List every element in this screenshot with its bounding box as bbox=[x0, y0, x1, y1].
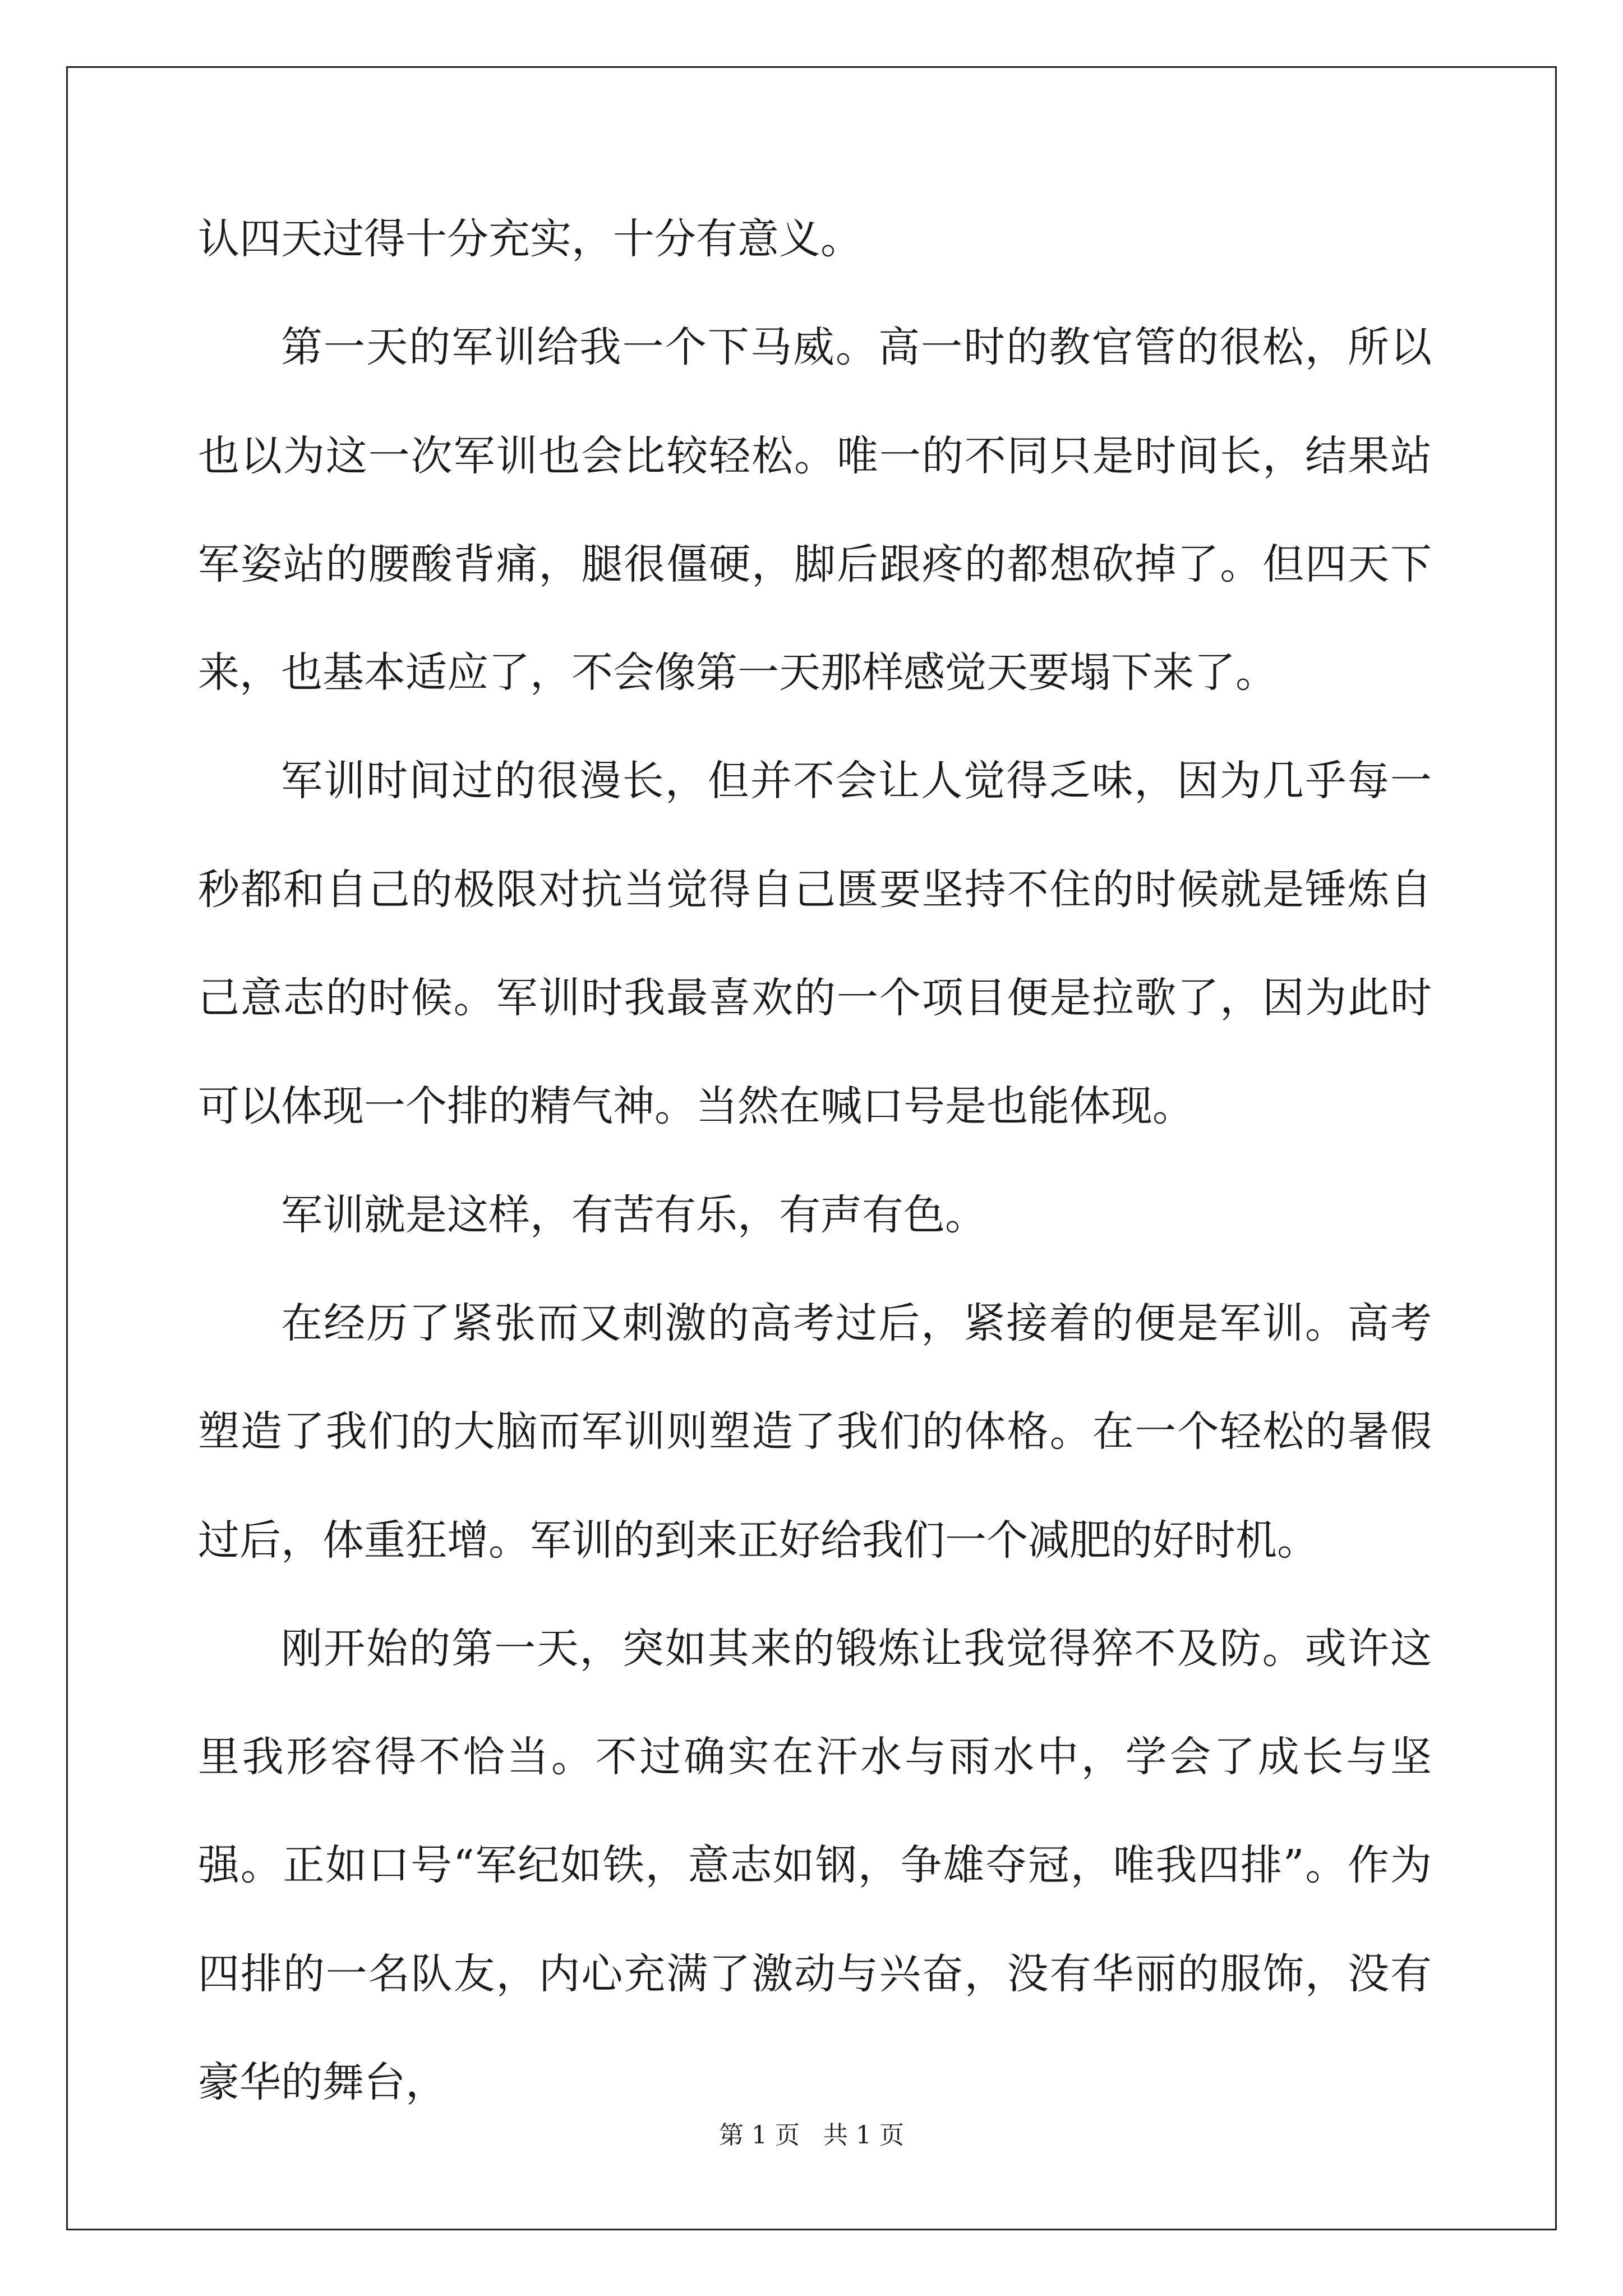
paragraph: 认四天过得十分充实，十分有意义。 bbox=[198, 215, 862, 263]
paragraph: 第一天的军训给我一个下马威。高一时的教官管的很松，所以也以为这一次军训也会比较轻松。唯一的不同只是时间长，结果站军姿站的腰酸背痛，腿很僵硬，脚后跟疼的都想砍掉了。但四天下来，也基本适应了，不会像第一天那样感觉天要塌下来了。 bbox=[198, 323, 1432, 697]
paragraph: 在经历了紧张而又刺激的高考过后，紧接着的便是军训。高考塑造了我们的大脑而军训则塑造了我们的体格。在一个轻松的暑假过后，体重狂增。军训的到来正好给我们一个减肥的好时机。 bbox=[198, 1299, 1432, 1565]
paragraph: 军训时间过的很漫长，但并不会让人觉得乏味，因为几乎每一秒都和自己的极限对抗当觉得自己匮要坚持不住的时候就是锤炼自己意志的时候。军训时我最喜欢的一个项目便是拉歌了，因为此时可以体现一个排的精气神。当然在喊口号是也能体现。 bbox=[198, 757, 1432, 1131]
paragraph: 军训就是这样，有苦有乐，有声有色。 bbox=[281, 1190, 986, 1239]
document-body bbox=[198, 185, 1432, 2137]
page-number-footer: 第 1 页 共 1 页 bbox=[719, 2121, 904, 2150]
paragraph: 刚开始的第一天，突如其来的锻炼让我觉得猝不及防。或许这里我形容得不恰当。不过确实在汗水与雨水中，学会了成长与坚强。正如口号“军纪如铁，意志如钢，争雄夺冠，唯我四排”。作为四排的一名队友，内心充满了激动与兴奋，没有华丽的服饰，没有豪华的舞台， bbox=[198, 1624, 1432, 2107]
